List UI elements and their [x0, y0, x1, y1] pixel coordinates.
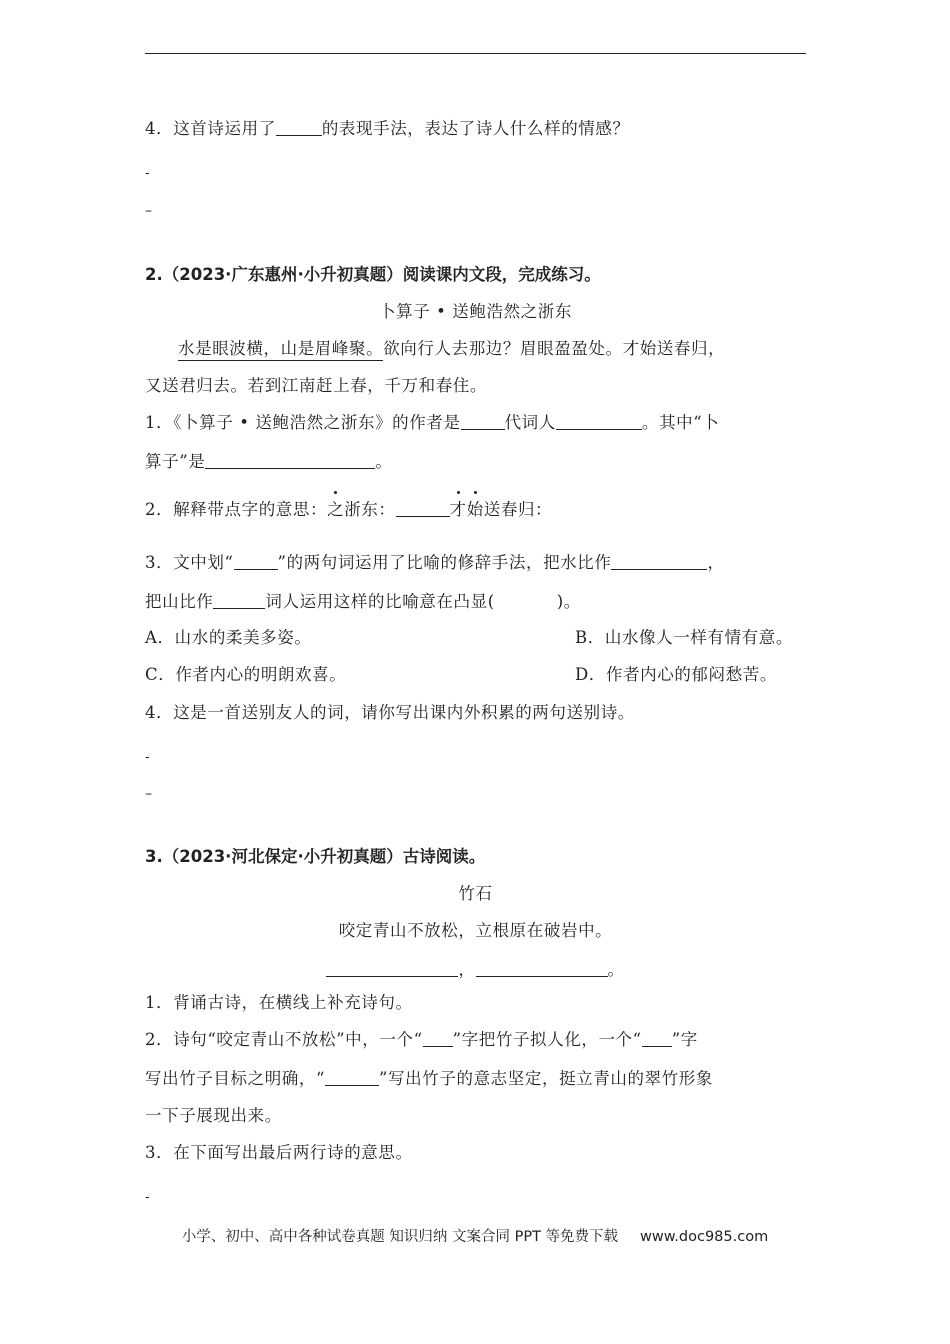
q2-item1-text-b: 代词人	[504, 413, 556, 432]
q1-item4-text-b: 的表现手法，表达了诗人什么样的情感？	[321, 119, 630, 138]
q1-item4	[145, 119, 630, 139]
footer-text: 小学、初中、高中各种试卷真题 知识归纳 文案合同 PPT 等免费下载	[181, 1229, 619, 1245]
dotted-char: 始	[466, 500, 484, 519]
q2-item1-line2	[145, 452, 392, 472]
q3-item1: 1．背诵古诗，在横线上补充诗句。	[145, 993, 413, 1012]
q2-poem-title: 卜算子 • 送鲍浩然之浙东	[378, 302, 573, 321]
q2-item3-text-e: 词人运用这样的比喻意在凸显(	[265, 592, 495, 611]
q2-item2-text-c: 送春归：	[483, 500, 553, 519]
q2-item2	[145, 500, 552, 520]
q3-poem-line1: 咬定青山不放松，立根原在破岩中。	[338, 921, 613, 940]
poem-underlined-text: 水是眼波横，山是眉峰聚。	[178, 339, 383, 361]
answer-dash: –	[145, 786, 152, 802]
answer-blank[interactable]	[325, 1069, 379, 1086]
poem-sep: ，	[458, 960, 476, 979]
q2-item1-text-c: 。其中“卜	[641, 413, 720, 432]
q2-item3-line1	[145, 553, 725, 573]
option-d[interactable]: D．作者内心的郁闷愁苦。	[575, 665, 777, 684]
dotted-char: 之	[327, 500, 345, 519]
answer-blank[interactable]	[234, 553, 278, 570]
footer-link[interactable]: www.doc985.com	[640, 1229, 769, 1245]
q3-item2-text-e: ”写出竹子的意志坚定，挺立青山的翠竹形象	[379, 1069, 713, 1088]
q2-heading: 2.（2023·广东惠州·小升初真题）阅读课内文段，完成练习。	[145, 265, 601, 284]
q2-item2-text-b: 浙东：	[344, 500, 396, 519]
header-rule	[145, 53, 806, 54]
q2-item3-text-b: ”的两句词运用了比喻的修辞手法，把水比作	[277, 553, 612, 572]
dotted-char: 才	[449, 500, 467, 519]
answer-blank[interactable]	[642, 1030, 672, 1047]
answer-dash: -	[145, 749, 150, 765]
q2-options-row2	[145, 665, 777, 685]
answer-blank[interactable]	[461, 413, 505, 430]
q2-item1-line1	[145, 413, 719, 433]
q3-item2-line2	[145, 1069, 713, 1089]
q2-poem-line1	[178, 339, 725, 359]
q2-item2-text-a: 2．解释带点字的意思：	[145, 500, 328, 519]
answer-blank[interactable]	[326, 960, 458, 977]
answer-dash: –	[145, 203, 152, 219]
answer-blank[interactable]	[611, 553, 707, 570]
q2-item3-text-f: )。	[556, 592, 581, 611]
option-b[interactable]: B．山水像人一样有情有意。	[575, 628, 793, 647]
q3-item2-text-b: ”字把竹子拟人化，一个“	[452, 1030, 642, 1049]
poem-text: 欲向行人去那边？眉眼盈盈处。才始送春归，	[383, 339, 726, 358]
q2-item4: 4．这是一首送别友人的词，请你写出课内外积累的两句送别诗。	[145, 703, 635, 722]
answer-dash: -	[145, 165, 150, 181]
answer-blank[interactable]	[556, 413, 642, 430]
answer-blank[interactable]	[205, 452, 375, 469]
answer-blank[interactable]	[476, 960, 608, 977]
q2-options-row1	[145, 628, 793, 648]
q2-item1-text-e: 。	[375, 452, 393, 471]
answer-dash: -	[145, 1189, 150, 1205]
q2-poem-line2: 又送君归去。若到江南赶上春，千万和春住。	[145, 376, 487, 395]
q2-item3-text-a: 3．文中划“	[145, 553, 234, 572]
poem-end: 。	[607, 960, 625, 979]
answer-blank[interactable]	[423, 1030, 453, 1047]
q2-item1-text-a: 1．《卜算子 • 送鲍浩然之浙东》的作者是	[145, 413, 461, 432]
page-footer	[0, 1227, 950, 1247]
option-c[interactable]: C．作者内心的明朗欢喜。	[145, 665, 347, 684]
q2-item3-text-c: ，	[707, 553, 725, 572]
q1-item4-text-a: 4．这首诗运用了	[145, 119, 276, 138]
q3-poem-line2	[145, 960, 806, 980]
q3-item2-text-d: 写出竹子目标之明确，“	[145, 1069, 326, 1088]
answer-blank[interactable]	[276, 119, 322, 136]
q2-item3-text-d: 把山比作	[145, 592, 214, 611]
q2-item1-text-d: 算子”是	[145, 452, 206, 471]
q2-item3-line2	[145, 592, 581, 612]
answer-blank[interactable]	[396, 500, 450, 517]
q3-poem-title: 竹石	[458, 884, 493, 903]
q3-item2-line1	[145, 1030, 698, 1050]
option-a[interactable]: A．山水的柔美多姿。	[145, 628, 312, 647]
q3-item2-text-c: ”字	[671, 1030, 698, 1049]
q3-heading: 3.（2023·河北保定·小升初真题）古诗阅读。	[145, 847, 486, 866]
q3-item2-line3: 一下子展现出来。	[145, 1106, 282, 1125]
q3-item2-text-a: 2．诗句“咬定青山不放松”中，一个“	[145, 1030, 423, 1049]
answer-blank[interactable]	[213, 592, 265, 609]
q3-item3: 3．在下面写出最后两行诗的意思。	[145, 1143, 413, 1162]
